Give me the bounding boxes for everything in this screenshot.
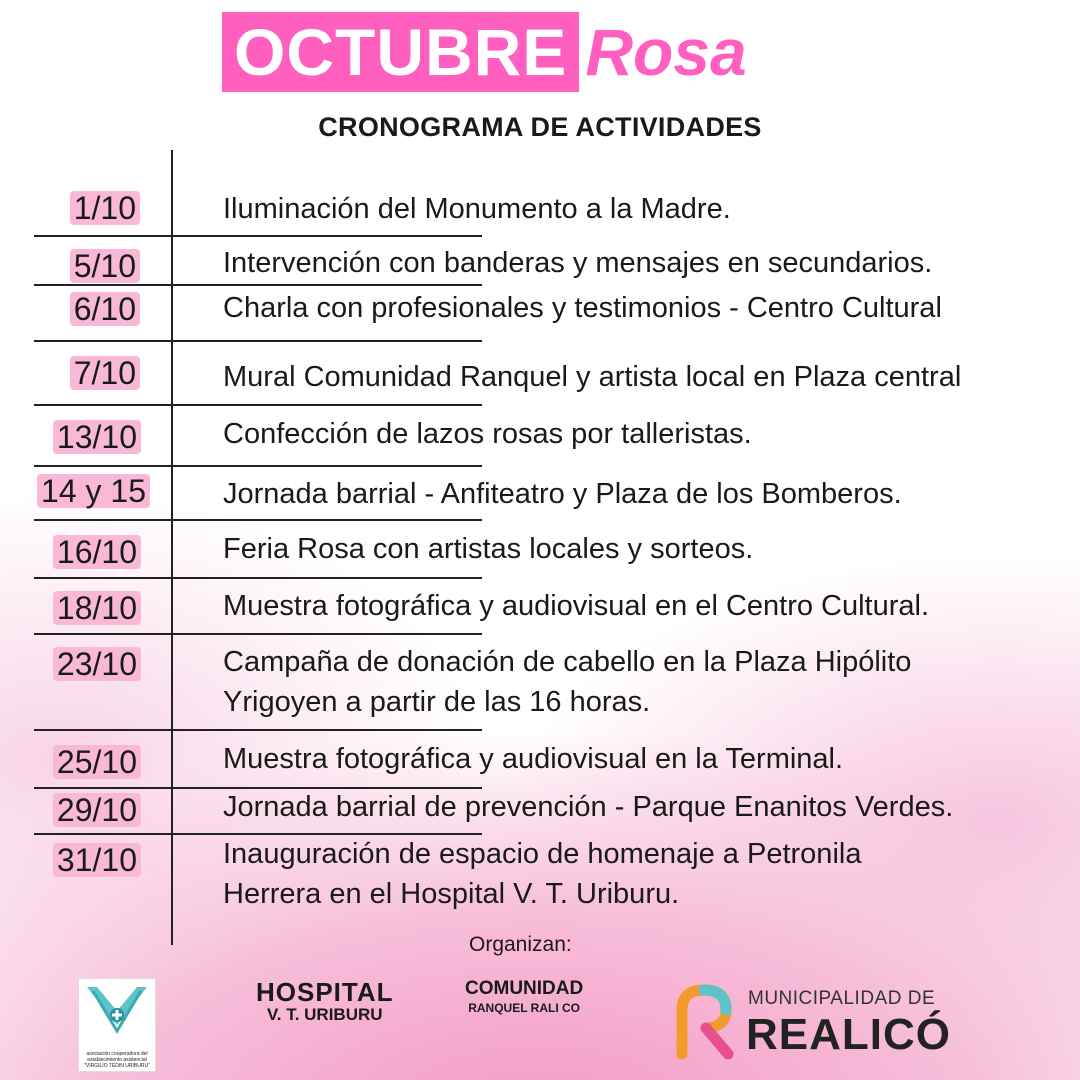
schedule-date: 1/10: [70, 191, 140, 225]
activity-line: Iluminación del Monumento a la Madre.: [223, 193, 731, 225]
activity-line: Confección de lazos rosas por talleristas.: [223, 418, 752, 450]
activity-line: Muestra fotográfica y audiovisual en el Centro Cultural.: [223, 590, 930, 622]
activity-line: Feria Rosa con artistas locales y sorteos.: [223, 533, 754, 565]
row-divider: [34, 340, 482, 342]
activity-line: Herrera en el Hospital V. T. Uriburu.: [223, 878, 680, 910]
schedule-activity: [223, 834, 861, 914]
hospital-subname: V. T. URIBURU: [266, 1005, 383, 1024]
activity-line: Yrigoyen a partir de las 16 horas.: [223, 686, 651, 718]
schedule-activity: [223, 189, 731, 229]
row-divider: [34, 577, 482, 579]
organizers-label: Organizan:: [465, 931, 576, 959]
hospital-logo: [256, 978, 394, 1024]
activity-line: Campaña de donación de cabello en la Plaza Hipólito: [223, 646, 912, 678]
hands-heart-icon: [79, 979, 155, 1041]
row-divider: [34, 729, 482, 731]
schedule-date: 5/10: [70, 249, 140, 283]
title-octubre: OCTUBRE: [222, 12, 579, 92]
comunidad-name: COMUNIDAD: [465, 978, 584, 999]
cooperadora-text: asociación cooperadora del establecimiento asistencial "VIRGILIO TEDIN URIBURU": [84, 1051, 150, 1069]
activity-line: Charla con profesionales y testimonios - Centro Cultural: [223, 292, 942, 324]
schedule-date: 6/10: [70, 292, 140, 326]
schedule-date: 7/10: [70, 356, 140, 390]
activity-line: Intervención con banderas y mensajes en secundarios.: [223, 247, 933, 279]
activity-line: Jornada barrial - Anfiteatro y Plaza de los Bomberos.: [223, 478, 902, 510]
schedule-date: 13/10: [53, 420, 141, 454]
title-rosa: Rosa: [585, 15, 747, 89]
schedule-date: 14 y 15: [37, 474, 150, 508]
schedule-activity: [223, 414, 752, 454]
timeline-vertical-divider: [171, 150, 173, 945]
activity-line: Jornada barrial de prevención - Parque Enanitos Verdes.: [223, 791, 954, 823]
page-subtitle: CRONOGRAMA DE ACTIVIDADES: [318, 112, 762, 142]
schedule-date: 31/10: [53, 843, 141, 877]
hospital-name: HOSPITAL: [256, 977, 394, 1007]
schedule-activity: [223, 288, 942, 328]
schedule-activity: [223, 529, 753, 569]
schedule-date: 29/10: [53, 793, 141, 827]
activity-line: Inauguración de espacio de homenaje a Petronila: [223, 838, 862, 870]
schedule-activity: [223, 739, 843, 779]
activity-line: Muestra fotográfica y audiovisual en la Terminal.: [223, 743, 844, 775]
title-row: [222, 12, 747, 92]
schedule-activity: [223, 787, 953, 827]
schedule-activity: [223, 243, 932, 283]
schedule-activity: [223, 357, 961, 397]
row-divider: [34, 633, 482, 635]
schedule-date: 23/10: [53, 647, 141, 681]
municipalidad-name: REALICÓ: [746, 1010, 951, 1059]
row-divider: [34, 284, 482, 286]
row-divider: [34, 235, 482, 237]
comunidad-subname: RANQUEL RALI CO: [468, 1001, 580, 1015]
row-divider: [34, 465, 482, 467]
schedule-activity: [223, 474, 902, 514]
municipalidad-label: MUNICIPALIDAD DE: [748, 988, 936, 1009]
activity-line: Mural Comunidad Ranquel y artista local en Plaza central: [223, 361, 962, 393]
schedule-date: 18/10: [53, 591, 141, 625]
schedule-activity: [223, 586, 929, 626]
schedule-date: 16/10: [53, 535, 141, 569]
cooperadora-logo: [78, 978, 156, 1072]
schedule-date: 25/10: [53, 745, 141, 779]
schedule-activity: [223, 642, 911, 722]
comunidad-logo: [465, 978, 583, 1016]
row-divider: [34, 519, 482, 521]
municipalidad-r-icon: [670, 980, 740, 1060]
row-divider: [34, 404, 482, 406]
